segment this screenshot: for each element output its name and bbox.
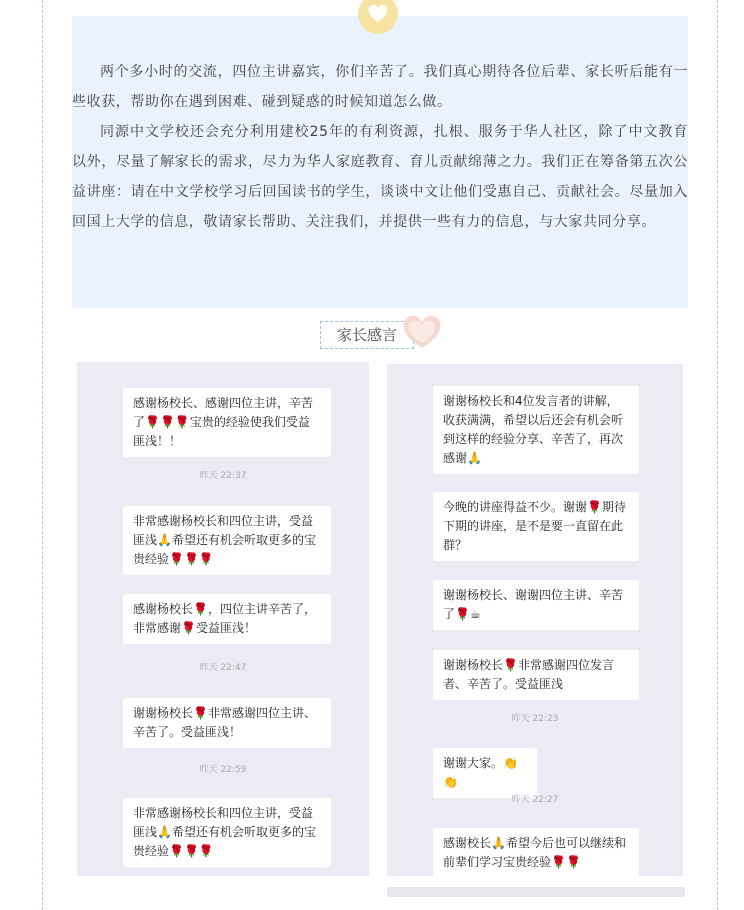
chat-message: 感谢杨校长、感谢四位主讲，辛苦了🌹🌹🌹宝贵的经验使我们受益匪浅！！ — [123, 388, 331, 457]
chat-message: 非常感谢杨校长和四位主讲，受益匪浅🙏希望还有机会听取更多的宝贵经验🌹🌹🌹 — [123, 798, 331, 867]
heart-title-icon — [402, 316, 442, 350]
article-paragraph-2: 同源中文学校还会充分利用建校25年的有利资源，扎根、服务于华人社区，除了中文教育以外，尽量了解家长的需求，尽力为华人家庭教育、育儿贡献绵薄之力。我们正在筹备第五次公益讲座：请在中文学校学习后回国读书的学生，谈谈中文让他们受惠自己、贡献社会。尽量加入回国上大学的信息，敬请家长帮助、关注我们，并提供一些有力的信息，与大家共同分享。 — [72, 124, 688, 230]
chat-screenshot-right — [387, 364, 683, 876]
chat-screenshot-left — [77, 362, 369, 876]
chat-timestamp: 昨天 22:47 — [199, 663, 247, 673]
chat-timestamp: 昨天 22:27 — [511, 795, 559, 805]
chat-message: 感谢校长🙏希望今后也可以继续和前辈们学习宝贵经验🌹🌹 — [433, 828, 639, 876]
chat-timestamp: 昨天 22:37 — [199, 471, 247, 481]
heart-icon — [367, 3, 389, 25]
article-card — [72, 16, 688, 308]
chat-message: 感谢杨校长🌹，四位主讲辛苦了，非常感谢🌹受益匪浅！ — [123, 594, 331, 644]
chat-message: 谢谢大家。👏👏 — [433, 748, 537, 798]
article-paragraph-1: 两个多小时的交流，四位主讲嘉宾，你们辛苦了。我们真心期待各位后辈、家长听后能有一些收获，帮助你在遇到困难、碰到疑惑的时候知道怎么做。 — [72, 64, 688, 110]
chat-message: 非常感谢杨校长和四位主讲，受益匪浅🙏希望还有机会听取更多的宝贵经验🌹🌹🌹 — [123, 506, 331, 575]
chat-timestamp: 昨天 22:59 — [199, 765, 247, 775]
chat-message: 谢谢杨校长🌹非常感谢四位主讲、辛苦了。受益匪浅！ — [123, 698, 331, 748]
chat-message: 谢谢杨校长🌹非常感谢四位发言者、辛苦了。受益匪浅 — [433, 650, 639, 700]
chat-timestamp: 昨天 22:23 — [511, 714, 559, 724]
next-screenshot-edge — [387, 887, 685, 897]
chat-message: 谢谢杨校长、谢谢四位主讲、辛苦了🌹☕ — [433, 580, 639, 630]
chat-message: 谢谢杨校长和4位发言者的讲解，收获满满，希望以后还会有机会听到这样的经验分享、辛苦了，再次感谢🙏 — [433, 386, 639, 474]
chat-message: 今晚的讲座得益不少。谢谢🌹期待下期的讲座，是不是要一直留在此群？ — [433, 492, 639, 561]
section-title: 家长感言 — [320, 321, 414, 349]
